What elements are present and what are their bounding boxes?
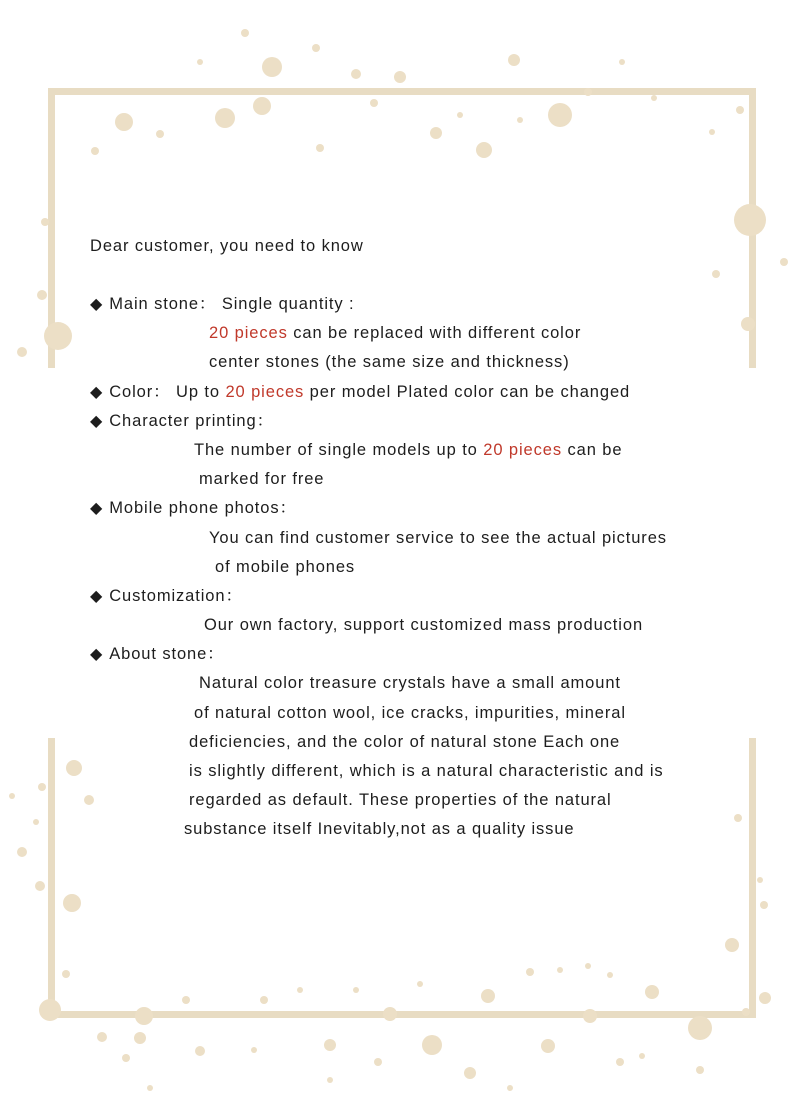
about-stone-line: deficiencies, and the color of natural stone Each one: [189, 733, 621, 751]
color-heading: [90, 382, 630, 403]
character-printing-heading: [90, 411, 274, 432]
character-printing-pre: The number of single models up to: [194, 441, 484, 459]
greeting-text: Dear customer, you need to know: [90, 237, 364, 255]
diamond-bullet-icon: ◆: [90, 413, 104, 430]
color-label: Color：: [109, 383, 177, 401]
diamond-bullet-icon: ◆: [90, 296, 104, 313]
character-printing-line-2: marked for free: [199, 470, 325, 488]
about-stone-line: is slightly different, which is a natural characteristic and is: [189, 762, 664, 780]
main-stone-line-1: [209, 323, 581, 343]
diamond-bullet-icon: ◆: [90, 646, 104, 663]
about-stone-label: About stone：: [109, 645, 225, 663]
color-post-text: per model Plated color can be changed: [304, 383, 631, 401]
main-stone-label: Main stone： Single quantity :: [109, 295, 355, 313]
color-highlight: 20 pieces: [225, 383, 305, 401]
diamond-bullet-icon: ◆: [90, 588, 104, 605]
diamond-bullet-icon: ◆: [90, 500, 104, 517]
mobile-photos-line-1: You can find customer service to see the actual pictures: [209, 529, 667, 547]
customization-label: Customization：: [109, 587, 243, 605]
about-stone-line: substance itself Inevitably,not as a quality issue: [184, 820, 575, 838]
about-stone-line: Natural color treasure crystals have a small amount: [199, 674, 621, 692]
character-printing-highlight: 20 pieces: [483, 441, 562, 459]
about-stone-line: regarded as default. These properties of the natural: [189, 791, 612, 809]
about-stone-heading: [90, 644, 225, 665]
character-printing-post: can be: [561, 441, 623, 459]
character-printing-line-1: [194, 440, 622, 460]
mobile-photos-heading: [90, 498, 297, 519]
main-stone-heading: [90, 294, 355, 315]
mobile-photos-label: Mobile phone photos：: [109, 499, 297, 517]
mobile-photos-line-2: of mobile phones: [215, 558, 356, 576]
color-pre-text: Up to: [176, 383, 226, 401]
customization-heading: [90, 586, 243, 607]
character-printing-label: Character printing：: [109, 412, 274, 430]
about-stone-line: of natural cotton wool, ice cracks, impurities, mineral: [194, 704, 626, 722]
main-stone-highlight: 20 pieces: [209, 324, 288, 342]
diamond-bullet-icon: ◆: [90, 384, 104, 401]
main-stone-line-1-rest: can be replaced with different color: [287, 324, 582, 342]
customization-line-1: Our own factory, support customized mass production: [204, 616, 644, 634]
main-stone-line-2: center stones (the same size and thickness): [209, 353, 570, 371]
